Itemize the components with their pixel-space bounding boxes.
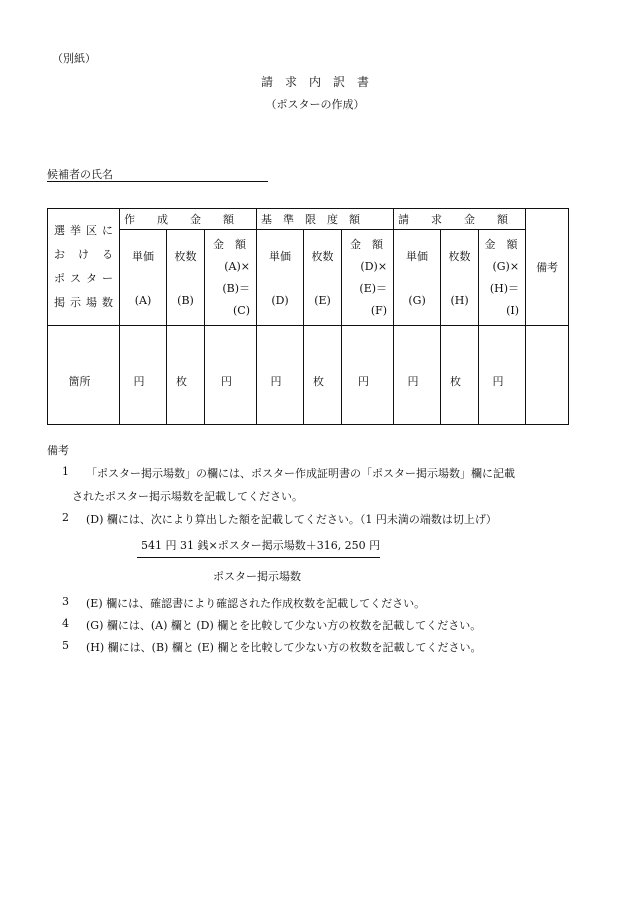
remark-item-continuation: されたポスター掲示場数を記載してください。 — [72, 490, 303, 503]
standard-limit-header: 基 準 限 度 額 — [257, 209, 394, 230]
cell-remarks[interactable] — [526, 326, 569, 425]
cell-count-e[interactable]: 枚 — [304, 326, 342, 425]
cell-unit-price-d[interactable]: 円 — [257, 326, 304, 425]
candidate-name-label: 候補者の氏名 — [47, 168, 113, 181]
claim-amount-header: 請 求 金 額 — [394, 209, 526, 230]
document-subtitle: （ポスターの作成） — [265, 98, 365, 111]
cell-unit-price-g[interactable]: 円 — [394, 326, 441, 425]
poster-sites-header: 選 挙 区 に お け る ポ ス タ ー 掲 示 場 数 — [48, 209, 120, 326]
amount-c-header: 金 額 (A)× (B)＝ (C) — [205, 230, 257, 326]
remarks-heading: 備考 — [47, 444, 69, 457]
attachment-label: （別紙） — [52, 52, 96, 65]
unit-price-a-header: 単価 (A) — [120, 230, 167, 326]
invoice-breakdown-table — [47, 208, 569, 425]
unit-price-d-header: 単価 (D) — [257, 230, 304, 326]
cell-amount-i[interactable]: 円 — [479, 326, 526, 425]
amount-i-header: 金 額 (G)× (H)＝ (I) — [479, 230, 526, 326]
document-title: 請求内訳書 — [260, 75, 381, 89]
count-e-header: 枚数 (E) — [304, 230, 342, 326]
cell-sites[interactable]: 箇所 — [48, 326, 120, 425]
formula-fraction-line — [137, 557, 380, 558]
table-row — [48, 326, 569, 425]
cell-count-h[interactable]: 枚 — [441, 326, 479, 425]
count-h-header: 枚数 (H) — [441, 230, 479, 326]
candidate-name-field[interactable] — [47, 181, 268, 182]
cell-amount-f[interactable]: 円 — [342, 326, 394, 425]
unit-price-g-header: 単価 (G) — [394, 230, 441, 326]
remarks-column-header: 備考 — [526, 209, 569, 326]
cell-unit-price-a[interactable]: 円 — [120, 326, 167, 425]
production-amount-header: 作 成 金 額 — [120, 209, 257, 230]
formula-denominator: ポスター掲示場数 — [213, 570, 301, 583]
formula-numerator: 541 円 31 銭×ポスター掲示場数＋316, 250 円 — [141, 539, 381, 552]
cell-amount-c[interactable]: 円 — [205, 326, 257, 425]
count-b-header: 枚数 (B) — [167, 230, 205, 326]
cell-count-b[interactable]: 枚 — [167, 326, 205, 425]
amount-f-header: 金 額 (D)× (E)＝ (F) — [342, 230, 394, 326]
